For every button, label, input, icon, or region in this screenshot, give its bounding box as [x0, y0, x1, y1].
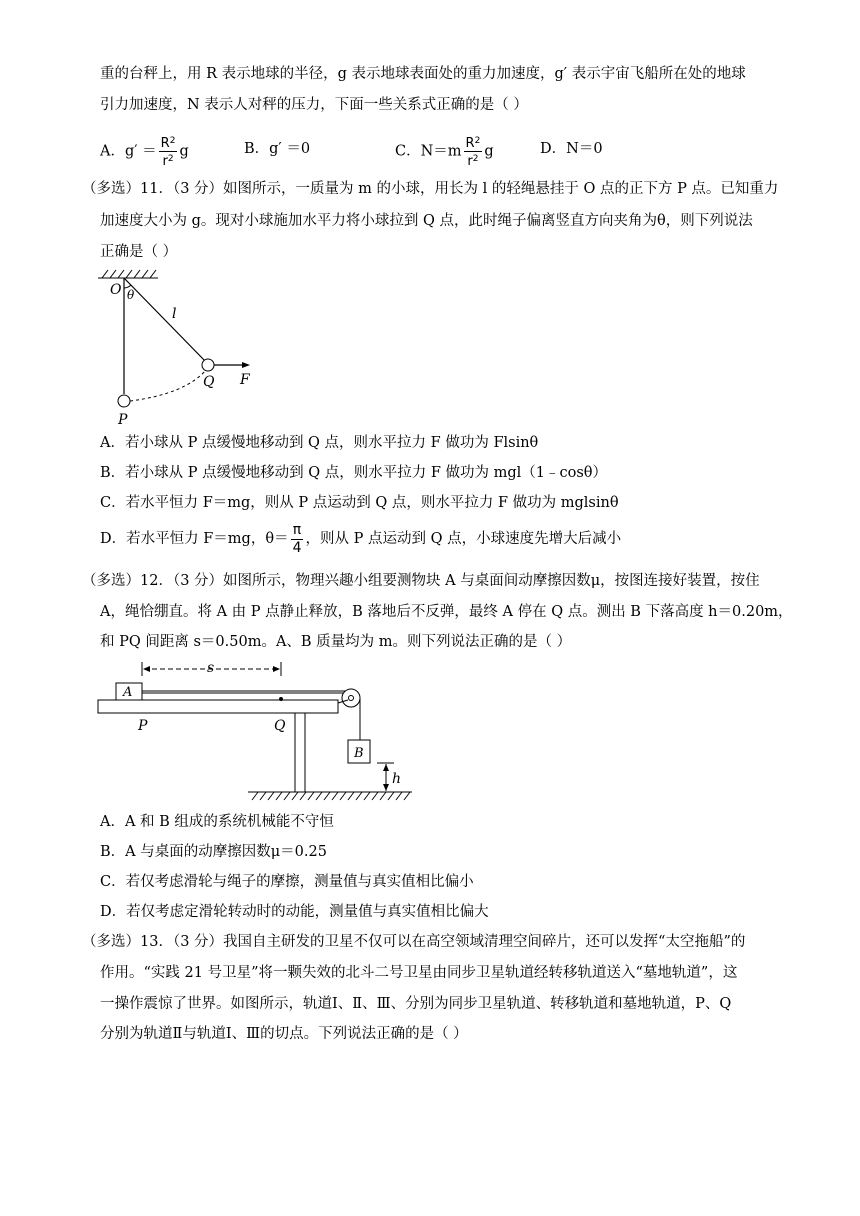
ground-hatching: [252, 792, 410, 800]
arrow-head: [383, 764, 389, 771]
label-h: h: [392, 771, 402, 787]
pulley-axle: [349, 696, 354, 701]
q11-option-b: B．若小球从 P 点缓慢地移动到 Q 点，则水平拉力 F 做功为 mgl（1﹣cosθ）: [100, 465, 608, 481]
q11-option-c: C．若水平恒力 F＝mg，则从 P 点运动到 Q 点，则水平拉力 F 做功为 mglsinθ: [100, 495, 619, 511]
q12-stem-line-1: （多选）12．（3 分）如图所示，物理兴趣小组要测物块 A 与桌面间动摩擦因数μ，按图连接好装置，按住: [82, 573, 760, 589]
label-p: P: [138, 718, 148, 734]
arrow-head: [143, 666, 150, 672]
q13-stem-line-4: 分别为轨道Ⅱ与轨道Ⅰ、Ⅲ的切点。下列说法正确的是（ ）: [100, 1026, 468, 1042]
q10-stem-line-2: 引力加速度，N 表示人对秤的压力，下面一些关系式正确的是（ ）: [100, 97, 528, 113]
q13-stem-line-2: 作用。“实践 21 号卫星”将一颗失效的北斗二号卫星由同步卫星轨道经转移轨道送入“墓地轨道”，这: [100, 965, 738, 981]
label-q: Q: [203, 374, 215, 390]
q11-option-a: A．若小球从 P 点缓慢地移动到 Q 点，则水平拉力 F 做功为 Flsinθ: [100, 435, 539, 451]
q12-option-d: D．若仅考虑定滑轮转动时的动能，测量值与真实值相比偏大: [100, 904, 489, 920]
label-a: A: [123, 685, 133, 700]
ball-p: [118, 395, 130, 407]
q12-option-b: B．A 与桌面的动摩擦因数μ＝0.25: [100, 844, 327, 860]
q10-option-c: C．N＝m $\frac{R^2}{r^2}$ g: [395, 136, 494, 169]
q11-stem-line-2: 加速度大小为 g。现对小球施加水平力将小球拉到 Q 点，此时绳子偏离竖直方向夹角为θ，则下列说法: [100, 213, 753, 229]
q10-option-a: A．g′ ＝ $\frac{R^2}{r^2}$ g: [100, 136, 189, 169]
q10-option-b: B．g′ ＝0: [244, 141, 311, 157]
label-theta: θ: [127, 288, 135, 302]
q12-option-c: C．若仅考虑滑轮与绳子的摩擦，测量值与真实值相比偏小: [100, 874, 474, 890]
fraction: $\frac{R^2}{r^2}$: [160, 136, 176, 169]
label-l: l: [172, 306, 177, 322]
q12-stem-line-2: A，绳恰绷直。将 A 由 P 点静止释放，B 落地后不反弹，最终 A 停在 Q 点。测出 B 下落高度 h＝0.20m，: [100, 604, 793, 620]
arrow-head: [242, 362, 250, 368]
arrow-head: [383, 784, 389, 791]
label-f: F: [240, 372, 250, 388]
fraction: $\frac{R^2}{r^2}$: [465, 136, 481, 169]
q13-stem-line-3: 一操作震惊了世界。如图所示，轨道Ⅰ、Ⅱ、Ⅲ、分别为同步卫星轨道、转移轨道和墓地轨道，P、Q: [100, 996, 732, 1012]
q11-stem-line-3: 正确是（ ）: [100, 244, 178, 260]
q10-option-d: D．N＝0: [540, 141, 603, 157]
q12-friction-figure: [90, 656, 420, 802]
point-q: [279, 697, 283, 701]
label-p: P: [118, 412, 128, 426]
trajectory-arc: [130, 370, 206, 401]
q11-stem-line-1: （多选）11．（3 分）如图所示，一质量为 m 的小球，用长为 l 的轻绳悬挂于 O 点的正下方 P 点。已知重力: [82, 181, 779, 197]
ball-q: [202, 359, 214, 371]
label-o: O: [110, 282, 122, 298]
table-leg: [295, 713, 305, 792]
q13-stem-line-1: （多选）13．（3 分）我国自主研发的卫星不仅可以在高空领域清理空间碎片，还可以发挥“太空拖船”的: [82, 934, 746, 950]
ceiling: [98, 270, 158, 278]
q11-option-d: D．若水平恒力 F＝mg，θ＝ $\frac{\pi}{4}$ ，则从 P 点运动到 Q 点，小球速度先增大后减小: [100, 521, 622, 556]
arrow-head: [273, 666, 280, 672]
q12-option-a: A．A 和 B 组成的系统机械能不守恒: [100, 814, 334, 830]
fraction: $\frac{\pi}{4}$: [292, 521, 302, 556]
displaced-rope: [124, 278, 207, 363]
label-b: B: [354, 746, 364, 761]
q11-pendulum-figure: [90, 266, 270, 426]
q12-stem-line-3: 和 PQ 间距离 s＝0.50m。A、B 质量均为 m。则下列说法正确的是（ ）: [100, 634, 572, 650]
q10-stem-line-1: 重的台秤上，用 R 表示地球的半径，g 表示地球表面处的重力加速度，g′ 表示宇宙飞船所在处的地球: [100, 66, 746, 82]
table-top: [98, 700, 338, 713]
label-q: Q: [274, 718, 286, 734]
label-s: s: [207, 660, 215, 676]
